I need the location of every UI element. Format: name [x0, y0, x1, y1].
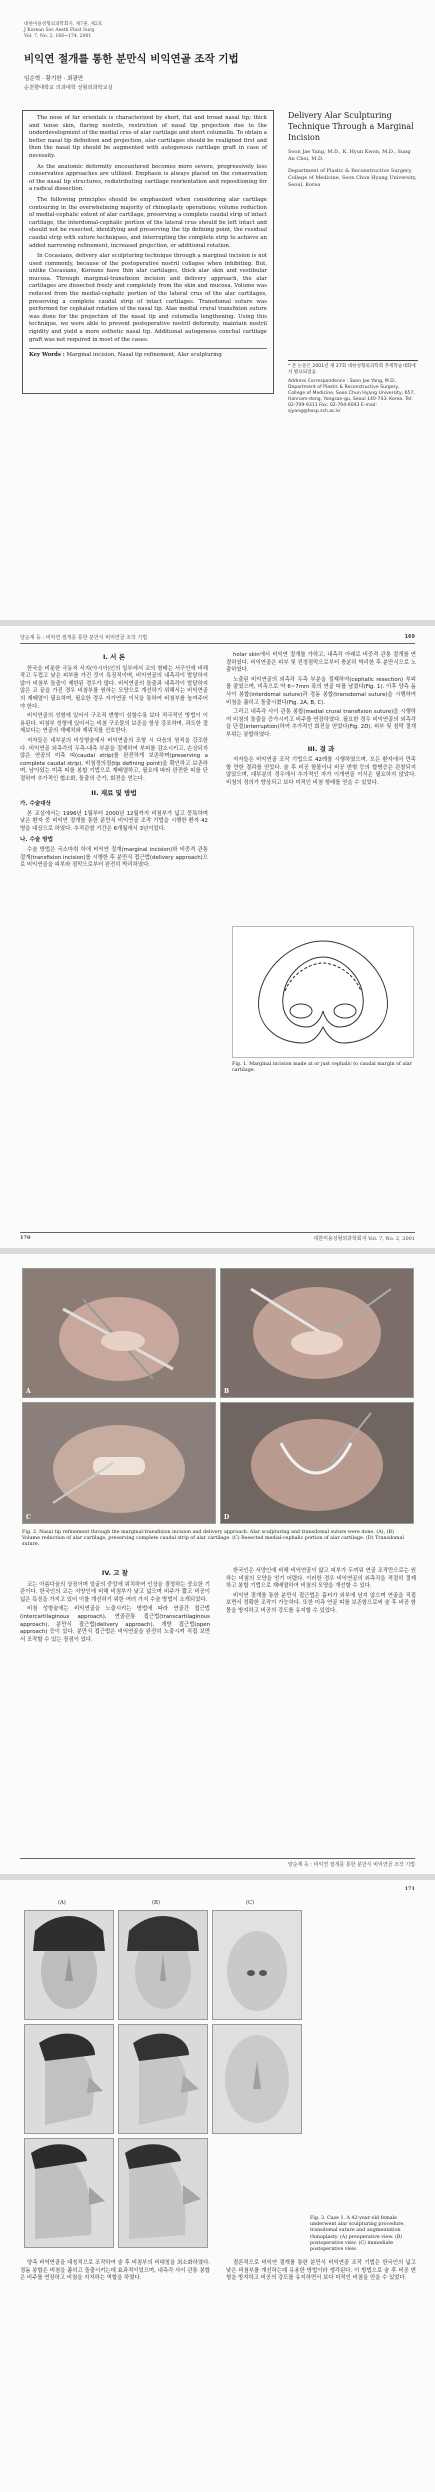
face-photo — [119, 2139, 207, 2247]
figure-2-caption: Fig. 2. Nasal tip refinement through the marginal-transfixion incision and delivery approach. Alar sculpturing and transdomal suture were done. (A), (B) Volume reduction of alar cartilage, preserving complete caudal strip of alar cartilage. (C) Resected medial-cephalic portion of alar cartilage. (D) Transdomal suture. — [22, 1530, 404, 1548]
paragraph: 한국인은 서양인에 비해 비익연골이 얇고 피부가 두꺼워 연골 조작만으로는 원하는 비첨의 모양을 얻기 어렵다. 이러한 경우 비익연골의 외측각을 적절히 절제하고 봉합 기법으로 재배열하여 비첨의 모양을 개선할 수 있다. — [226, 1568, 416, 1590]
subsection-title: 나. 수술 방법 — [20, 837, 54, 844]
abstract-paragraph: In Cocasians, delivery alar sculpturing technique through a marginal incision is not used commonly, because of the postoperative nostril collapse when inhibiting. But, unlike Cocasians, Koreans have thin alar cartilages, thick alar skin and vestibular mucosa. Through marginal-transfixion incision and delivery approach, the alar cartilages are dissected freely and completely from the skin and mucosa. Volume was reduced from the medial-cephalic portion of the lateral crus of the alar cartilages, preserving a complete caudal strip of intact cartilages. Transdomal suture was performed for cephalad rotation of the nasal tip. Alae medial crural transfixion suture was done for the projection of the nasal tip and columella lengthening. Using this technique, we were able to prevent postoperative nostril deformity, maintain nostril rigidity and yield a more esthetic nasal tip. Additional autogenous conchal cartilage graft was not required in most of the cases. — [29, 253, 267, 343]
journal-line: 대한미용성형외과학회지, 제7권, 제2호 — [24, 22, 103, 27]
journal-line: Vol. 7, No. 2, 166~174, 2001 — [24, 34, 92, 39]
journal-info — [24, 22, 224, 40]
running-header-title: 양순재 등 : 비익연 절개를 통한 분만식 비익연골 조작 기법 — [20, 635, 148, 641]
photo-label: D — [224, 1514, 230, 1521]
paragraph: 비익연 절개를 통한 분만식 접근법은 흉터가 외부에 남지 않으며 연골을 직접 보면서 정확한 조작이 가능하다. 또한 미측 연골 띠를 보존함으로써 술 후 비공 함몰을 방지하고 비공의 강도를 유지할 수 있었다. — [226, 1592, 416, 1614]
surgical-photo-b — [220, 1268, 414, 1398]
section-title: I. 서 론 — [103, 653, 125, 661]
right-column — [226, 2260, 416, 2285]
right-nostril — [334, 1004, 356, 1018]
face-photo — [25, 2139, 113, 2247]
face-photo — [213, 1911, 301, 2019]
nose-outline — [259, 941, 388, 1043]
keywords-label: Key Words : — [29, 352, 65, 359]
left-nostril — [290, 1004, 312, 1018]
patient-photo-preop-lateral — [24, 2138, 114, 2248]
authors-korean: 임순혁 · 황기한 · 최광만 — [24, 76, 84, 82]
column-label-c: (C) — [246, 1900, 255, 1906]
column-label-a: (A) — [58, 1900, 66, 1906]
nose-base-diagram — [233, 927, 413, 1057]
abstract-paragraph: As the anatomic deformity encountered becomes more severe, progressively less conservative approaches are utilized. Emphasis is always placed on the conservation of the nasal tip structures, redistributing cartilage reorientation and repositioning for a radical dissection. — [29, 163, 267, 193]
paragraph: 그리고 내측각 사이 관통 봉합(medial crural transfixion suture)을 시행하여 비첨의 돌출을 증가시키고 비주를 연장하였다. 필요한 경우 비익연골의 외측각을 단절(interruption)하여 추가적인 회전을 얻었다(Fig. 2D). 피부 및 점막 절개 부위는 봉합하였다. — [226, 709, 416, 738]
patient-photo-postop-lateral — [118, 2138, 208, 2248]
running-header-title: 양순재 등 : 비익연 절개를 통한 분만식 비익연골 조작 기법 — [287, 1862, 415, 1868]
patient-photo-close-up — [212, 2024, 302, 2134]
left-column — [20, 652, 208, 872]
surgical-photo-c-image — [23, 1403, 215, 1523]
page-number: 170 — [20, 1235, 31, 1241]
keywords — [29, 348, 267, 360]
patient-photo-preop-oblique — [24, 2024, 114, 2134]
figure-1-illustration — [232, 926, 414, 1058]
subsection-title: 가. 수술대상 — [20, 801, 52, 808]
keywords-text: Marginal incision, Nasal tip refinement, Alar sculpturing — [66, 352, 222, 359]
right-column — [226, 652, 416, 790]
paragraph: 결론적으로 비익연 절개를 통한 분만식 비익연골 조작 기법은 한국인의 넓고 낮은 비첨부를 개선하는데 유용한 방법이라 생각된다. 이 방법으로 술 후 비공 변형을 방지하고 비공의 강도를 유지하면서 보다 미적인 비첨을 얻을 수 있었다. — [226, 2260, 416, 2282]
page-3 — [0, 1254, 435, 1874]
right-column — [226, 1568, 416, 1618]
page-number: 171 — [404, 1886, 415, 1892]
patient-photo-postop-frontal — [118, 1910, 208, 2020]
photo-label: C — [26, 1514, 31, 1521]
article-title-english: Delivery Alar Sculpturing Technique Through a Marginal Incision — [288, 111, 414, 142]
page-2 — [0, 626, 435, 1248]
running-header — [20, 1886, 415, 1892]
paragraph: 비익연골의 성형에 있어서 구조적 변형이 심할수록 보다 적극적인 방법이 이용된다. 비첨부 성형에 있어서는 비첨 구조물의 보존을 항상 강조하며, 과도한 절제보다는 연골의 재배치와 재위치를 선호한다. — [20, 713, 208, 735]
face-photo — [25, 1911, 113, 2019]
surgical-photo-a-image — [23, 1269, 215, 1397]
face-photo — [119, 2025, 207, 2133]
patient-photo-postop-oblique — [118, 2024, 208, 2134]
surgical-photo-d — [220, 1402, 414, 1524]
footnotes — [288, 360, 418, 415]
footnote: * 본 논문은 2001년 제 27회 대한성형외과학회 추계학술대회에서 발표되었음. — [288, 364, 416, 375]
paragraph: 비첨 성형술에는 비익연골을 노출시키는 방법에 따라 연골간 접근법(intercartilaginous approach), 연골관통 접근법(transcartilaginous approach), 분만식 접근법(delivery approach), 개방 접근법(open approach) 등이 있다. 분만식 접근법은 비익연골을 완전히 노출시켜 직접 보면서 조작할 수 있는 장점이 있다. — [20, 1606, 210, 1643]
abstract-paragraph: The nose of far orientals is characterized by short, flat and broad nasal tip; thick and tense skin, flaring nostrils, restriction of nasal tip projection due to the underdevelopment of the medial crus of alar cartilage and short columella. To obtain a better nasal tip definition and projection, alar cartilages should be realigned first and then the nasal tip should be augmented with autogenous cartilage graft in case of necessity. — [29, 115, 267, 159]
department-english: Department of Plastic & Reconstructive Surgery, College of Medicine, Soon Chun Hyang University, Seoul, Korea — [288, 168, 417, 188]
running-header — [20, 634, 415, 644]
left-column — [20, 2260, 210, 2285]
marginal-incision-line — [285, 963, 361, 991]
paragraph: 저자들은 대부분의 비성형술에서 비익연골의 조형 시 다음의 원칙을 강조한다. 비익연골 외측각의 두측-내측 부분을 절제하여 부피를 감소시키고, 손상되지 않은 연골의 미측 띠(caudal strip)를 완전하게 보존하며(preserving a complete caudal strip), 비첨정의점(tip defining point)을 확인하고 보존하며, 남아있는 미측 띠를 봉합 기법으로 재배열하고, 필요에 따라 완전한 띠를 단절하여 추가적인 협소화, 돌출의 증가, 회전을 얻는다. — [20, 737, 208, 782]
photo-label: B — [224, 1388, 230, 1395]
surgical-photo-d-image — [221, 1403, 413, 1523]
footnote: Address Correspondence : Soon Jae Yang, M.D., Department of Plastic & Reconstructive Surgery, College of Medicine, Soon Chun Hyang University, 657, Hannam-dong, Yongsan-gu, Seoul 140-743, Korea. Tel: 02-709-9311 Fax: 02-794-6043 E-mail: sjyang@hosp.sch.ac.kr — [288, 379, 415, 414]
photo-label: A — [26, 1388, 31, 1395]
paragraph: 수술 방법은 국소마취 하에 비익연 절개(marginal incision)와 비중격 관통 절개(transfixion incision)를 시행한 후 분만식 접근법(delivery approach)으로 비익연골을 피부와 점막으로부터 완전히 박리하였다. — [20, 847, 208, 869]
column-label-b: (B) — [152, 1900, 160, 1906]
patient-photo-basal — [212, 1910, 302, 2020]
page-number: 169 — [404, 634, 415, 640]
section-title: II. 재료 및 방법 — [91, 788, 137, 797]
article-title-korean: 비익연 절개를 통한 분만식 비익연골 조작 기법 — [24, 53, 239, 65]
paragraph: 노출된 비익연골의 외측각 두측 부분을 절제하여(cephalic resection) 부피를 줄였으며, 미측으로 약 6~7mm 폭의 연골 띠를 남겼다(Fig. 1). 이후 양측 돔 사이 봉합(interdomal suture)과 경돔 봉합(transdomal suture)을 시행하여 비첨을 좁히고 돌출시켰다(Fig. 2A, B, C). — [226, 676, 416, 706]
section-title: IV. 고 찰 — [101, 1569, 129, 1577]
authors-english: Soon Jae Yang, M.D., K. Hyun Kwon, M.D., Sung An Choi, M.D. — [288, 149, 411, 162]
abstract-box — [22, 110, 274, 394]
paragraph: 양측 비익연골을 대칭적으로 조작하여 술 후 비첨부의 비대칭을 최소화하였다. 경돔 봉합은 비첨을 좁히고 돌출시키는데 효과적이었으며, 내측각 사이 관통 봉합은 비주를 연장하고 비첨을 지지하는 역할을 하였다. — [20, 2260, 210, 2282]
face-photo — [213, 2025, 301, 2133]
running-footer — [20, 1232, 415, 1242]
face-photo — [119, 1911, 207, 2019]
surgical-photo-b-image — [221, 1269, 413, 1397]
left-column — [20, 1568, 210, 1646]
figure-1-caption: Fig. 1. Marginal incision made at or just cephalic to caudal margin of alar cartilage. — [232, 1062, 412, 1074]
journal-line: J Korean Soc Aesth Plast Surg — [24, 28, 95, 33]
surgical-photo-c — [22, 1402, 216, 1524]
paragraph: 한국을 비롯한 극동지 서지(아시아)인의 일부에서 코의 형태는 서구인에 비해 작고 두껍고 낮은 피부를 가진 것이 특징적이며, 비익연골의 내측각이 발달하지 않아 비첨부 돌출이 제한된 경우가 많다. 비익연골의 돌출과 내측각이 발달하지 않은 코 끝을 가진 경우 비첨부를 원하는 모양으로 개선하기 위해서는 비익연골의 재배열이 필요하며, 필요한 경우 자가연골 이식을 통하여 비첨부를 높여주어야 한다. — [20, 665, 208, 710]
surgical-photo-a — [22, 1268, 216, 1398]
abstract-paragraph: The following principles should be emphasized when considering alar cartilage contouring in the overwhelming majority of rhinoplasty operations; volume reduction of medial-cephalic extent of alar cartilage, preserving a complete caudal strip of intact cartilage, the interdomal-cephalic portion of the lateral crus should be left intact and should not be resected, identifying and preserving the tip defining point, the residual caudal strip with suture techniques, and interrupting the complete strip to achieve an added narrowing refinement, increased projection, or additional rotation. — [29, 196, 267, 249]
patient-photo-preop-frontal — [24, 1910, 114, 2020]
page-1 — [0, 0, 435, 620]
face-photo — [25, 2025, 113, 2133]
affiliation-korean: 순천향대학교 의과대학 성형외과학교실 — [24, 85, 113, 91]
page-4 — [0, 1880, 435, 2492]
running-footer — [20, 1858, 415, 1868]
journal-footer: 대한미용성형외과학회지 Vol. 7, No. 2, 2001 — [313, 1236, 415, 1242]
figure-3-caption: Fig. 3. Case 1. A 42-year-old female underwent alar sculpturing procedure, transdomal suture and augmentation rhinoplasty. (A) preoperative view. (B) postoperative view. (C) immediate postoperative view. — [310, 2216, 405, 2253]
paragraph: 저자들은 비익연골 조작 기법으로 42례를 시행하였으며, 모든 환자에서 만족할 만한 결과를 얻었다. 술 후 비공 함몰이나 비공 변형 등의 합병증은 관찰되지 않았으며, 대부분의 경우에서 추가적인 자가 이개연골 이식은 필요하지 않았다. 비첨의 정의가 향상되고 보다 미적인 비첨 형태를 얻을 수 있었다. — [226, 757, 416, 786]
paragraph: 본 교실에서는 1996년 1월부터 2000년 12월까지 비첨부가 넓고 뭉툭하며 낮은 환자 중 비익연 절개를 통한 분만식 비익연골 조작 기법을 시행한 환자 42명을 대상으로 하였다. 추적관찰 기간은 6개월에서 3년이었다. — [20, 810, 208, 832]
english-title-column — [288, 110, 418, 194]
left-alar-cartilage — [283, 957, 323, 1027]
paragraph: holar skin에서 비익연 절개를 가하고, 내측각 아래로 비중격 관통 절개를 연결하였다. 비익연골은 피부 및 전정점막으로부터 충분히 박리한 후 분만식으로 노출하였다. — [226, 652, 416, 674]
paragraph: 코는 아름다움의 상징이며 얼굴의 중앙에 위치하여 인상을 결정하는 중요한 기관이다. 한국인의 코는 서양인에 비해 비첨부가 낮고 넓으며 비주가 짧고 비공이 넓은 특징을 가지고 있어 이를 개선하기 위한 여러 가지 수술 방법이 소개되었다. — [20, 1581, 210, 1603]
right-alar-cartilage — [323, 957, 363, 1027]
section-title: III. 결 과 — [307, 744, 335, 753]
